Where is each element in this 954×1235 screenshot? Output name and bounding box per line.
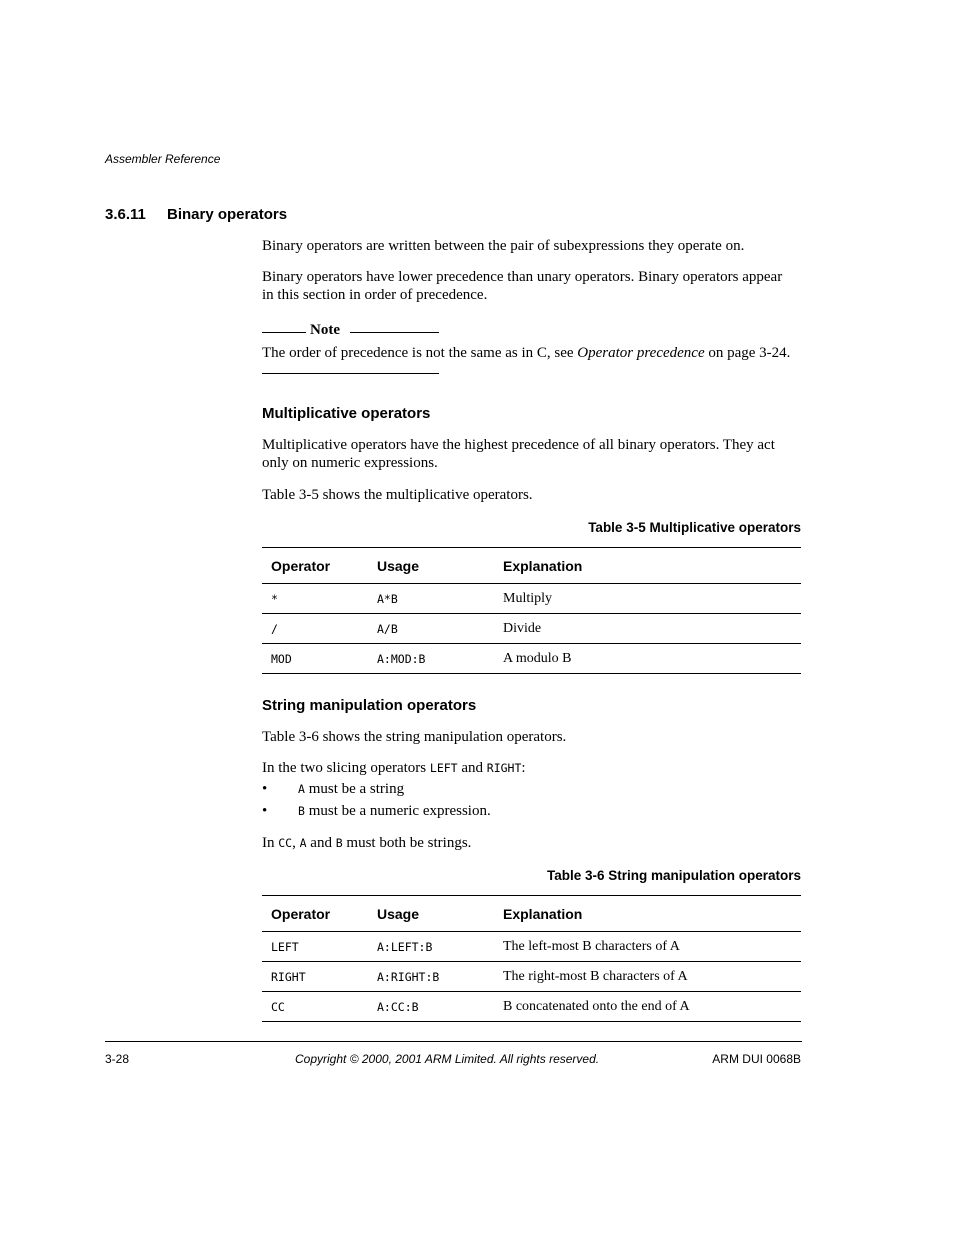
usage-cell: A/B [368, 614, 494, 644]
column-header-operator: Operator [262, 896, 368, 932]
table-row [262, 932, 801, 962]
section-number: 3.6.11 [105, 206, 146, 223]
intro-paragraph-1: Binary operators are written between the pair of subexpressions they operate on. [262, 238, 745, 254]
table-header-row [262, 896, 801, 932]
running-head: Assembler Reference [105, 152, 221, 166]
operator-cell: / [262, 614, 368, 644]
explanation-cell: B concatenated onto the end of A [494, 992, 801, 1022]
operator-cell: CC [262, 992, 368, 1022]
page-number: 3-28 [105, 1052, 130, 1066]
string-paragraph-3: In CC, A and B must both be strings. [262, 835, 472, 851]
list-item: • B must be a numeric expression. [262, 803, 491, 819]
column-header-usage: Usage [368, 896, 494, 932]
explanation-cell: The right-most B characters of A [494, 962, 801, 992]
table-header-row [262, 548, 801, 584]
note-label: Note [310, 322, 340, 338]
operator-cell: RIGHT [262, 962, 368, 992]
document-id: ARM DUI 0068B [712, 1052, 801, 1066]
table-row [262, 584, 801, 614]
explanation-cell: The left-most B characters of A [494, 932, 801, 962]
column-header-explanation: Explanation [494, 896, 801, 932]
explanation-cell: A modulo B [494, 644, 801, 674]
table-row [262, 992, 801, 1022]
column-header-operator: Operator [262, 548, 368, 584]
explanation-cell: Divide [494, 614, 801, 644]
column-header-usage: Usage [368, 548, 494, 584]
operator-cell: MOD [262, 644, 368, 674]
bullet-marker: • [262, 803, 268, 819]
note-rule-right [350, 332, 439, 333]
usage-cell: A:CC:B [368, 992, 494, 1022]
table-row [262, 962, 801, 992]
code-right: RIGHT [486, 761, 522, 775]
table-row [262, 644, 801, 674]
string-heading: String manipulation operators [262, 697, 477, 714]
table-3-6-caption: Table 3-6 String manipulation operators [546, 868, 801, 883]
note-rule-bottom [262, 373, 439, 374]
usage-cell: A:MOD:B [368, 644, 494, 674]
copyright: Copyright © 2000, 2001 ARM Limited. All rights reserved. [295, 1052, 600, 1066]
usage-cell: A:RIGHT:B [368, 962, 494, 992]
operator-cell: * [262, 584, 368, 614]
explanation-cell: Multiply [494, 584, 801, 614]
multiplicative-operators-table [262, 547, 801, 674]
section-title: Binary operators [167, 206, 288, 223]
column-header-explanation: Explanation [494, 548, 801, 584]
string-paragraph-1: Table 3-6 shows the string manipulation operators. [262, 729, 567, 745]
list-item: • A must be a string [262, 781, 405, 797]
multiplicative-paragraph-2: Table 3-5 shows the multiplicative operators. [262, 487, 533, 503]
operator-precedence-link[interactable]: Operator precedence [577, 345, 705, 361]
usage-cell: A:LEFT:B [368, 932, 494, 962]
usage-cell: A*B [368, 584, 494, 614]
operator-cell: LEFT [262, 932, 368, 962]
multiplicative-paragraph-1: Multiplicative operators have the highest precedence of all binary operators. They act only on numeric expressions. [262, 437, 775, 471]
note-text: The order of precedence is not the same as in C, see Operator precedence on page 3-24. [262, 345, 791, 361]
intro-paragraph-2: Binary operators have lower precedence than unary operators. Binary operators appear in this section in order of precedence. [262, 269, 783, 303]
table-3-5-caption: Table 3-5 Multiplicative operators [588, 520, 801, 535]
note-rule-left [262, 332, 306, 333]
multiplicative-heading: Multiplicative operators [262, 405, 431, 422]
footer-rule [105, 1041, 802, 1042]
section-heading [105, 206, 287, 223]
string-paragraph-2: In the two slicing operators LEFT and RIGHT: [262, 760, 526, 776]
code-left: LEFT [429, 761, 458, 775]
table-row [262, 614, 801, 644]
bullet-marker: • [262, 781, 268, 797]
string-operators-table [262, 895, 801, 1022]
